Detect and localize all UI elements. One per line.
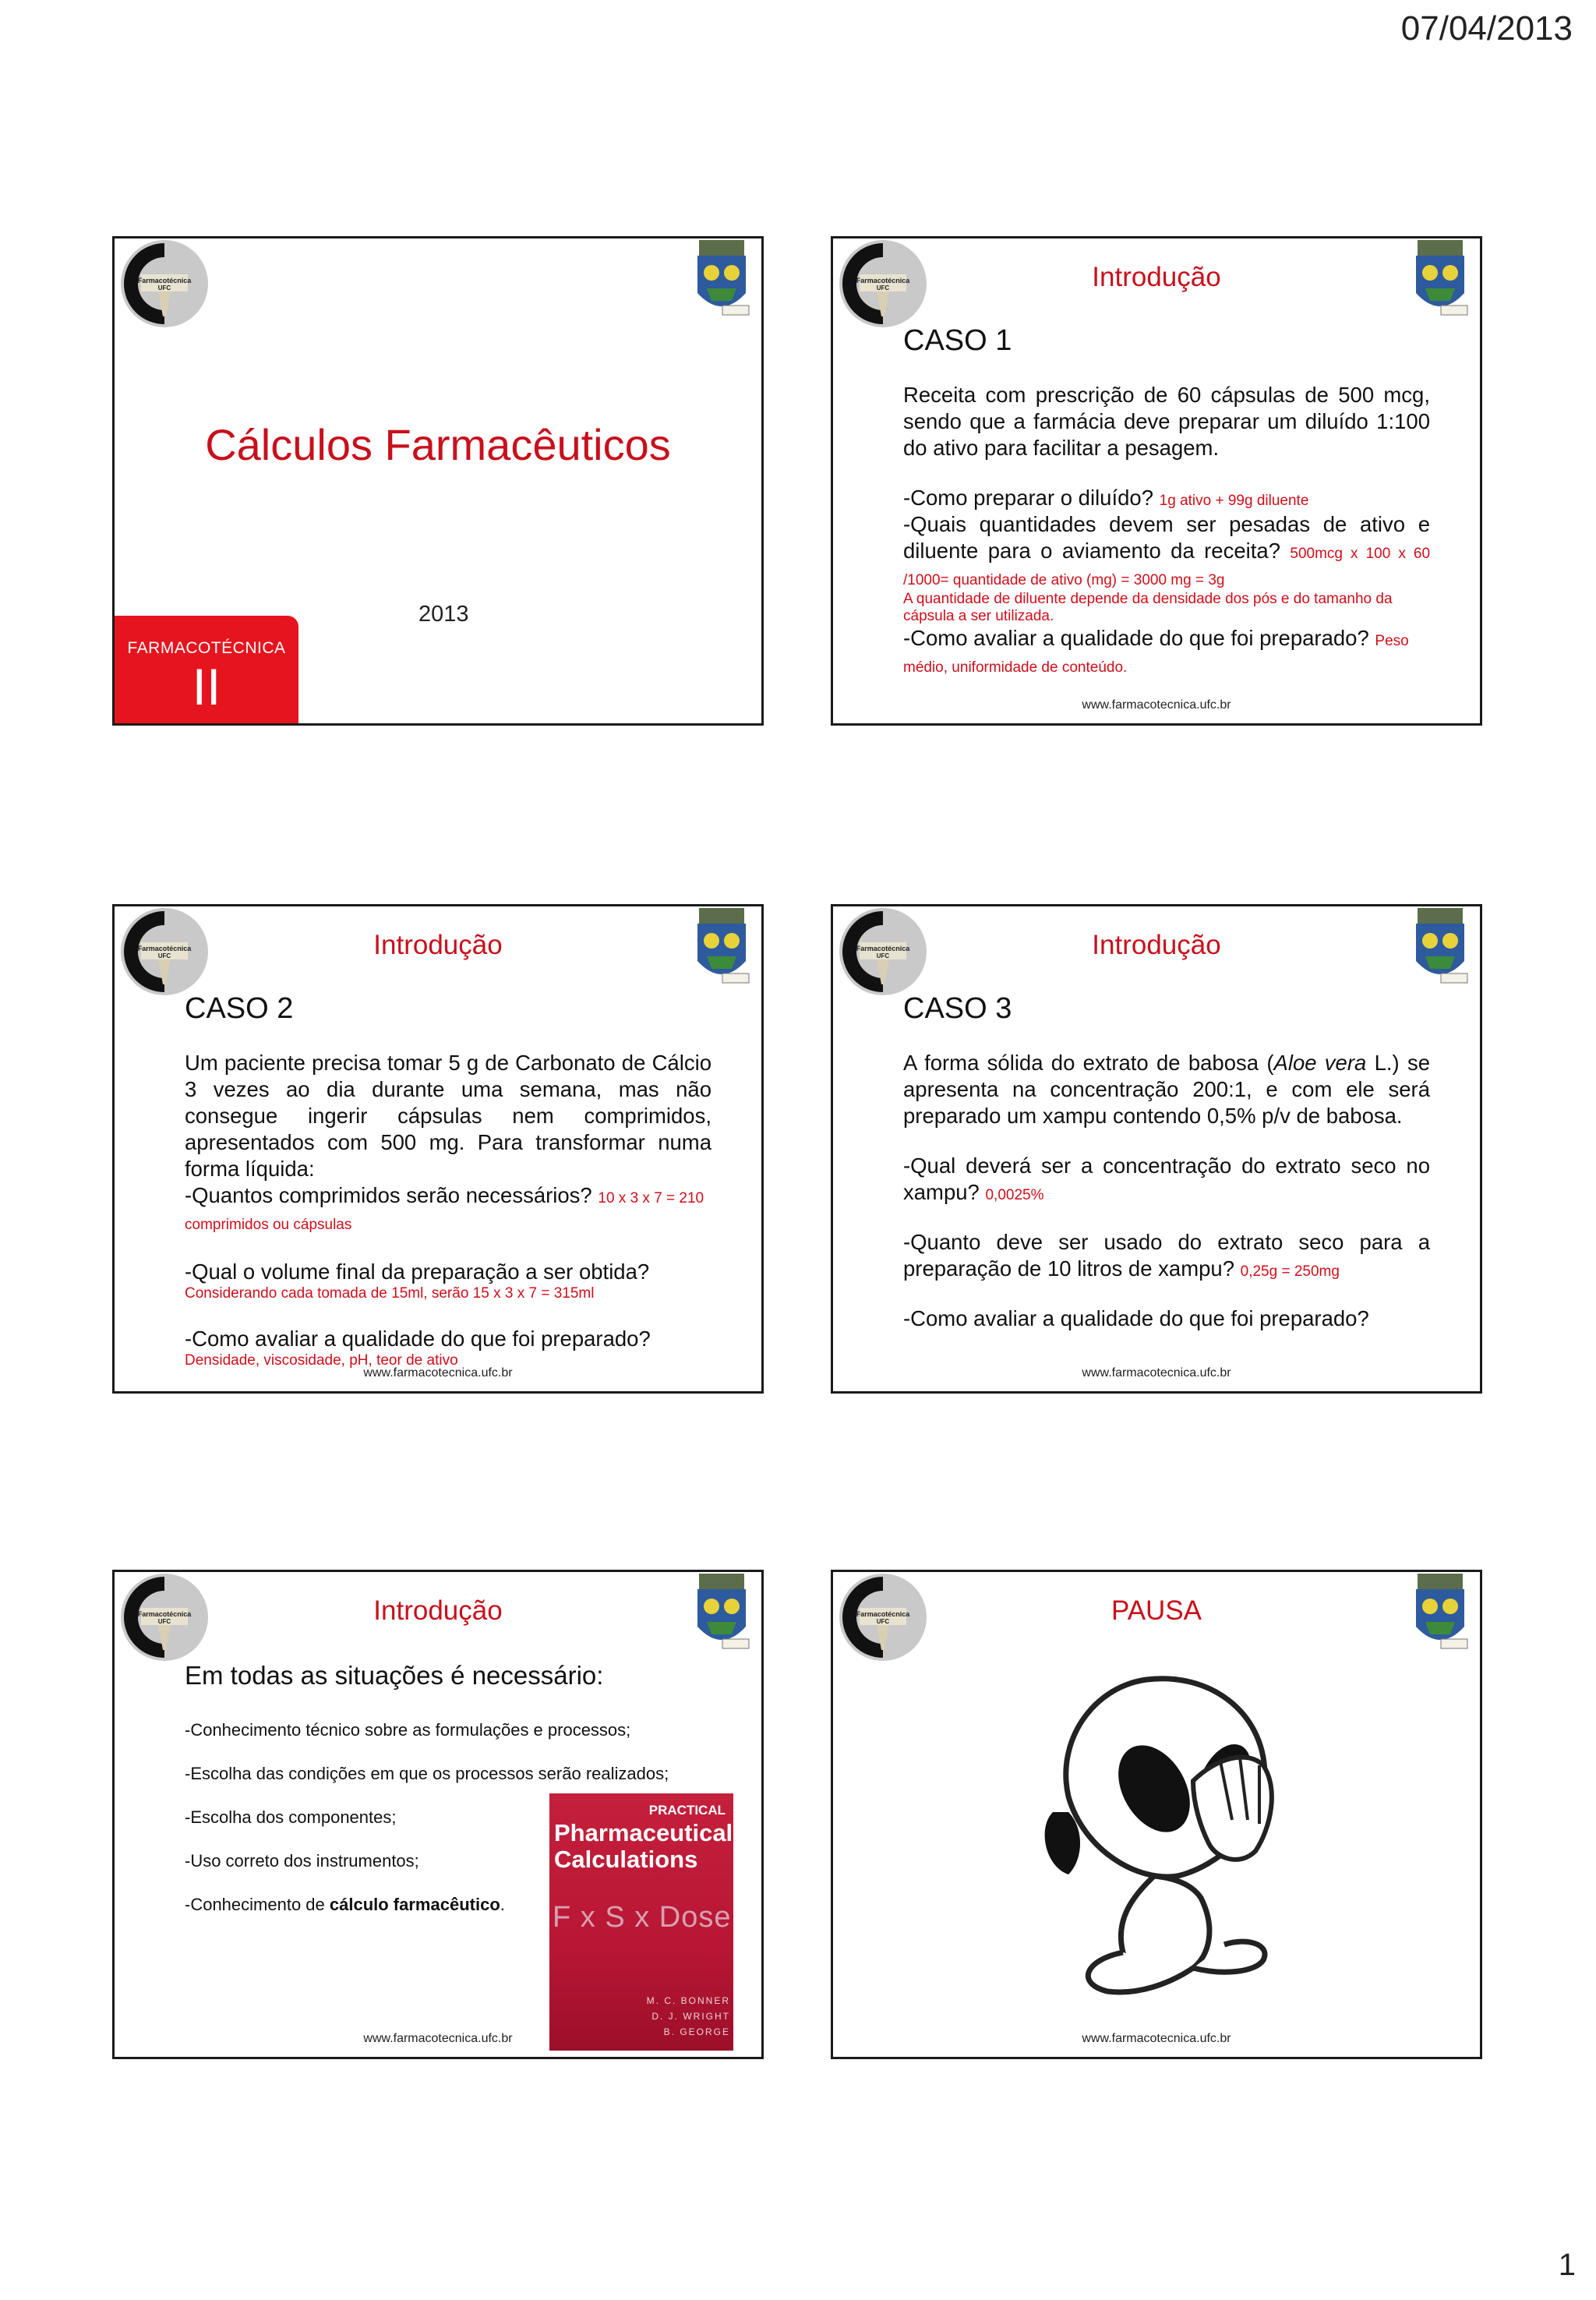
- course-badge-label: FARMACOTÉCNICA: [127, 639, 286, 657]
- page-number: 1: [1558, 2248, 1576, 2282]
- slide-heading: Introdução: [1092, 262, 1221, 292]
- list-item: -Conhecimento de cálculo farmacêutico.: [185, 1895, 505, 1914]
- answer: Considerando cada tomada de 15ml, serão 15 x 3 x 7 = 315ml: [185, 1285, 595, 1302]
- question: -Como avaliar a qualidade do que foi preparado?: [185, 1327, 651, 1351]
- footer-url: www.farmacotecnica.ufc.br: [1082, 698, 1231, 712]
- slide-heading: Introdução: [373, 930, 503, 960]
- footer-url: www.farmacotecnica.ufc.br: [1082, 1366, 1231, 1380]
- list-item: -Uso correto dos instrumentos;: [185, 1851, 419, 1871]
- svg-text:Farmacotécnica: Farmacotécnica: [137, 945, 192, 952]
- book-authors: M. C. BONNER D. J. WRIGHT B. GEORGE: [646, 1995, 730, 2037]
- book-subtitle: PRACTICAL: [648, 1803, 726, 1818]
- slide-title-page: [112, 236, 764, 726]
- answer: 0,0025%: [985, 1187, 1044, 1203]
- question: -Qual deverá ser a concentração do extrato seco no xampu? 0,0025%: [903, 1154, 1430, 1204]
- svg-text:UFC: UFC: [157, 952, 171, 959]
- slide-caso-3: [831, 904, 1482, 1394]
- slide-caso-1: [831, 236, 1482, 726]
- question: -Quais quantidades devem ser pesadas de ativo e diluente para o aviamento da receita? 500mcg x 100 x 60 /1000= quantidade de ativo (mg) = 3000 mg = 3g: [903, 512, 1431, 588]
- svg-text:UFC: UFC: [876, 1618, 890, 1625]
- footer-url: www.farmacotecnica.ufc.br: [363, 2032, 513, 2045]
- svg-text:UFC: UFC: [157, 284, 171, 291]
- slide-heading: Introdução: [373, 1595, 503, 1626]
- question: -Qual o volume final da preparação a ser obtida?: [185, 1260, 650, 1284]
- svg-text:Farmacotécnica: Farmacotécnica: [856, 945, 910, 952]
- case-body: [903, 382, 1430, 678]
- course-badge-number: II: [192, 658, 221, 715]
- answer: 10 x 3 x 7 = 210 comprimidos ou cápsulas: [185, 1190, 704, 1233]
- question: -Como preparar o diluído? 1g ativo + 99g diluente: [903, 486, 1309, 510]
- case-label: CASO 2: [185, 992, 294, 1025]
- svg-text:Farmacotécnica: Farmacotécnica: [856, 1610, 910, 1618]
- question: -Quanto deve ser usado do extrato seco para a preparação de 10 litros de xampu? 0,25g = 250mg: [903, 1230, 1430, 1281]
- book-formula: F x S x Dose: [553, 1901, 732, 1934]
- slide-heading: PAUSA: [1110, 1595, 1202, 1626]
- book-cover-image: [549, 1793, 733, 2051]
- slide-heading: Introdução: [1092, 930, 1221, 960]
- svg-text:UFC: UFC: [876, 952, 890, 959]
- list-item: -Conhecimento técnico sobre as formulações e processos;: [185, 1720, 631, 1740]
- alien-cartoon-icon: [1037, 1664, 1302, 2007]
- case-intro: A forma sólida do extrato de babosa (Aloe vera L.) se apresenta na concentração 200:1, e com ele será preparado um xampu contendo 0,5% p/v de babosa.: [903, 1051, 1430, 1128]
- farmacotecnica-logo-icon: [118, 238, 211, 332]
- ufc-coat-of-arms-icon: [691, 238, 752, 324]
- case-body: [903, 1050, 1430, 1332]
- svg-text:Farmacotécnica: Farmacotécnica: [856, 277, 910, 284]
- list-item: -Escolha dos componentes;: [185, 1807, 397, 1827]
- answer: Densidade, viscosidade, pH, teor de ativo: [185, 1352, 458, 1369]
- answer: 1g ativo + 99g diluente: [1159, 493, 1309, 509]
- book-title: Pharmaceutical Calculations: [554, 1819, 733, 1873]
- answer-note: A quantidade de diluente depende da densidade dos pós e do tamanho da cápsula a ser utilizada.: [903, 591, 1393, 624]
- answer: 0,25g = 250mg: [1240, 1263, 1340, 1280]
- footer-url: www.farmacotecnica.ufc.br: [1082, 2032, 1231, 2045]
- svg-text:UFC: UFC: [876, 284, 890, 291]
- slide-requirements: [112, 1570, 764, 2059]
- svg-text:UFC: UFC: [157, 1618, 171, 1625]
- page-date: 07/04/2013: [1400, 9, 1573, 48]
- question: -Como avaliar a qualidade do que foi preparado?: [903, 1306, 1369, 1330]
- presentation-year: 2013: [418, 602, 469, 627]
- svg-text:Farmacotécnica: Farmacotécnica: [137, 277, 192, 284]
- requirements-lead: Em todas as situações é necessário:: [185, 1661, 604, 1690]
- question: -Quantos comprimidos serão necessários? 10 x 3 x 7 = 210 comprimidos ou cápsulas: [185, 1183, 704, 1233]
- case-intro: Receita com prescrição de 60 cápsulas de 500 mcg, sendo que a farmácia deve preparar um diluído 1:100 do ativo para facilitar a pesagem.: [903, 383, 1430, 460]
- slide-pause: [831, 1570, 1482, 2059]
- list-item: -Escolha das condições em que os processos serão realizados;: [185, 1764, 669, 1783]
- case-label: CASO 1: [903, 324, 1012, 357]
- species-name: Aloe vera: [1273, 1051, 1367, 1075]
- svg-text:Farmacotécnica: Farmacotécnica: [137, 1610, 192, 1618]
- question: -Como avaliar a qualidade do que foi preparado? Peso médio, uniformidade de conteúdo.: [903, 626, 1409, 676]
- course-badge: [115, 616, 298, 726]
- footer-url: www.farmacotecnica.ufc.br: [363, 1366, 513, 1380]
- case-body: [185, 1050, 711, 1369]
- presentation-title: Cálculos Farmacêuticos: [205, 420, 671, 469]
- answer: 500mcg x 100 x 60 /1000= quantidade de ativo (mg) = 3000 mg = 3g: [903, 546, 1431, 588]
- case-intro: Um paciente precisa tomar 5 g de Carbonato de Cálcio 3 vezes ao dia durante uma semana, mas não consegue ingerir cápsulas nem comprimidos, apresentados com 500 mg. Para transformar numa forma líquida:: [185, 1051, 711, 1181]
- answer: Peso médio, uniformidade de conteúdo.: [903, 633, 1409, 676]
- case-label: CASO 3: [903, 992, 1012, 1025]
- slide-caso-2: [112, 904, 764, 1394]
